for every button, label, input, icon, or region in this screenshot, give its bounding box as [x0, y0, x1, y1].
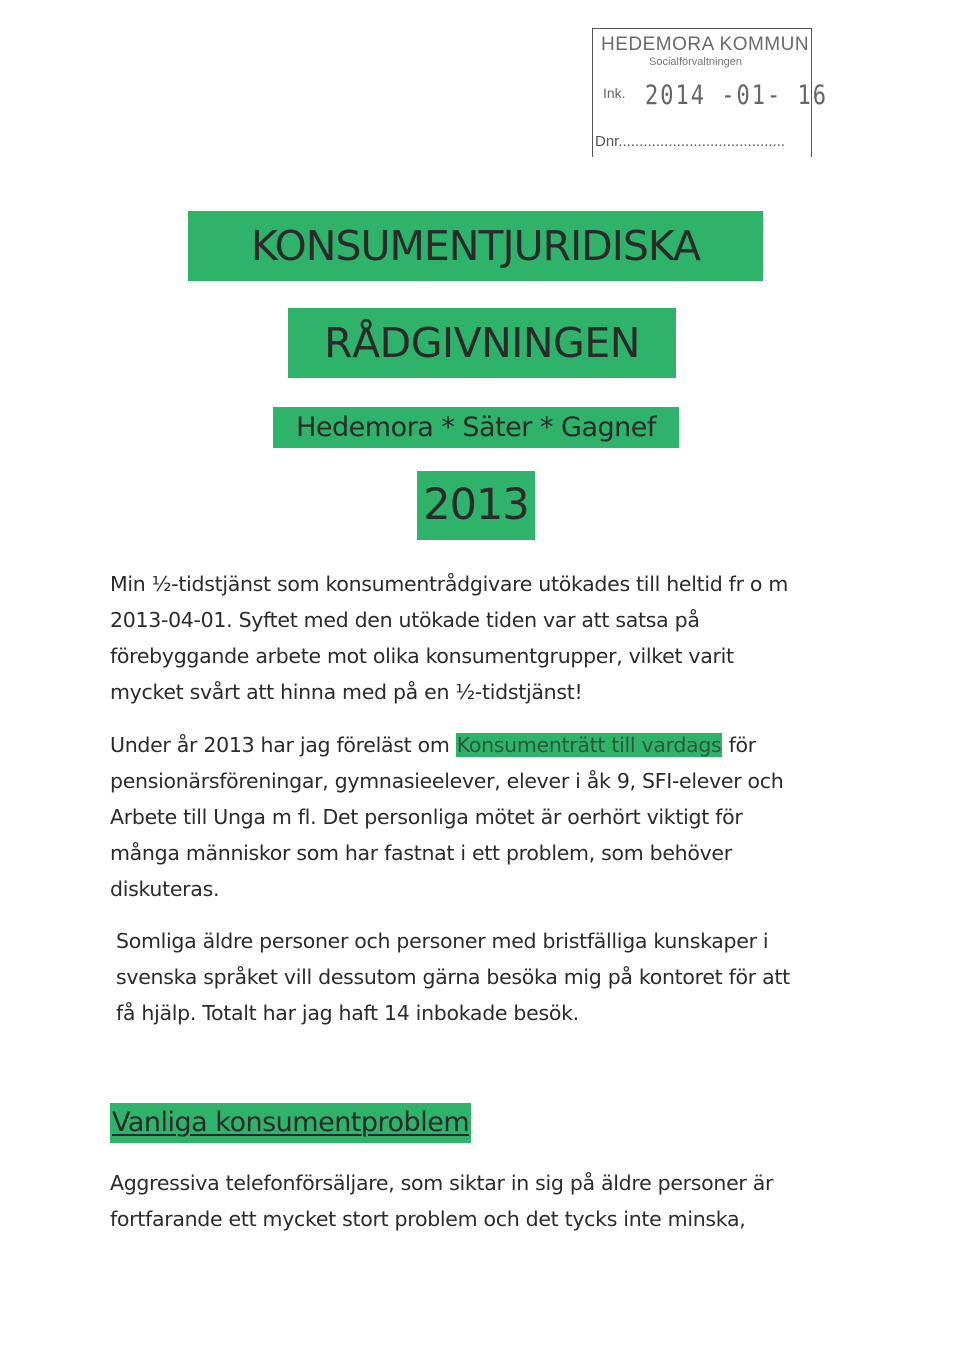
stamp-dnr: Dnr........................................ [595, 133, 786, 150]
paragraph-telemarketing [110, 1165, 850, 1237]
paragraph-lectures [110, 727, 850, 907]
paragraph-line: mycket svårt att hinna med på en ½-tidstjänst! [110, 680, 583, 704]
document-title-line2: RÅDGIVNINGEN [288, 308, 676, 378]
stamp-ink-label: Ink. [603, 85, 626, 101]
paragraph-line: fortfarande ett mycket stort problem och det tycks inte minska, [110, 1207, 746, 1231]
paragraph-line: diskuteras. [110, 877, 220, 901]
places-subtitle: Hedemora * Säter * Gagnef [273, 407, 679, 448]
section-heading-common-problems: Vanliga konsumentproblem [110, 1103, 471, 1143]
paragraph-line: pensionärsföreningar, gymnasieelever, elever i åk 9, SFI-elever och [110, 769, 784, 793]
paragraph-line: 2013-04-01. Syftet med den utökade tiden var att satsa på [110, 608, 700, 632]
stamp-department: Socialförvaltningen [649, 56, 742, 68]
paragraph-line: få hjälp. Totalt har jag haft 14 inbokade besök. [116, 1001, 579, 1025]
paragraph-line: svenska språket vill dessutom gärna besöka mig på kontoret för att [116, 965, 790, 989]
document-title-line1: KONSUMENTJURIDISKA [188, 211, 763, 281]
paragraph-line: Somliga äldre personer och personer med bristfälliga kunskaper i [116, 929, 769, 953]
line-text: för [722, 733, 756, 757]
paragraph-line: många människor som har fastnat i ett problem, som behöver [110, 841, 732, 865]
paragraph-line: Arbete till Unga m fl. Det personliga mötet är oerhört viktigt för [110, 805, 743, 829]
line-text: Under år 2013 har jag föreläst om [110, 733, 456, 757]
paragraph-visits [116, 923, 856, 1031]
paragraph-workload [110, 566, 850, 710]
year-heading: 2013 [417, 471, 535, 540]
paragraph-line [110, 727, 850, 763]
received-stamp [592, 28, 828, 157]
stamp-date: 2014 -01- 16 [645, 81, 828, 111]
paragraph-line: förebyggande arbete mot olika konsumentgrupper, vilket varit [110, 644, 734, 668]
paragraph-line: Aggressiva telefonförsäljare, som siktar in sig på äldre personer är [110, 1171, 774, 1195]
highlighted-phrase: Konsumenträtt till vardags [456, 733, 722, 757]
stamp-organization: HEDEMORA KOMMUN [601, 34, 810, 55]
paragraph-line: Min ½-tidstjänst som konsumentrådgivare utökades till heltid fr o m [110, 572, 789, 596]
